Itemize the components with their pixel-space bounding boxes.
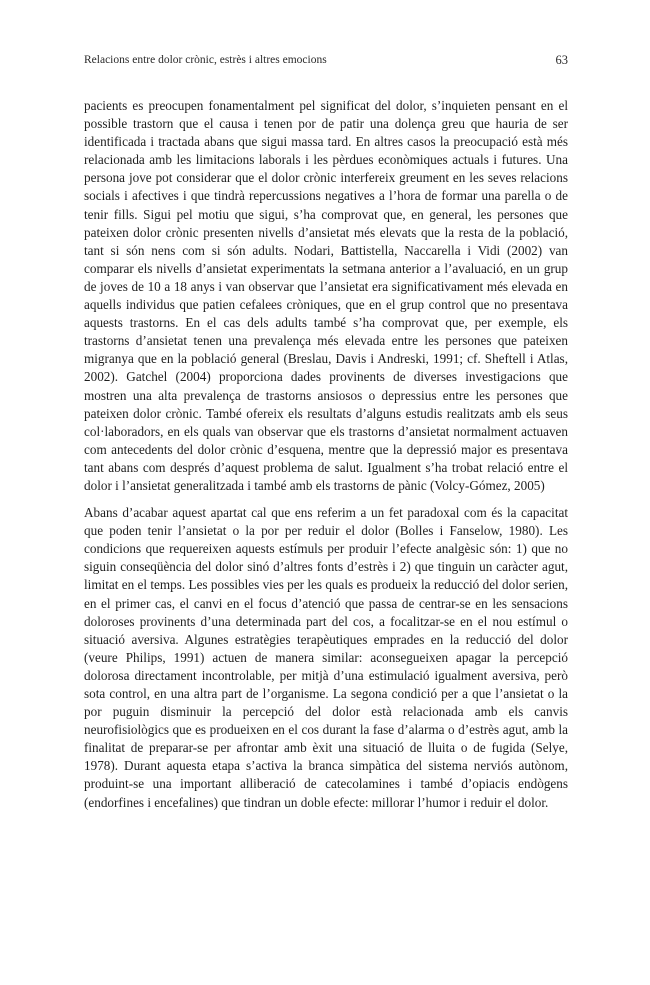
paragraph: pacients es preocupen fonamentalment pel significat del dolor, s’inquieten pensant en el possible trastorn que el causa i tenen por de patir una dolença greu que hauria de ser identificada i tractada abans que sigui massa tard. En altres casos la preocupació està més relacionada amb les limitacions laborals i les pèrdues econòmiques actuals i futures. Una persona jove pot considerar que el dolor crònic interfereix greument en les seves relacions socials i afectives i que tindrà repercussions negatives a l’hora de formar una parella o de tenir fills. Sigui pel motiu que sigui, s’ha comprovat que, en general, les persones que pateixen dolor crònic presenten nivells d’ansietat més elevats que la resta de la població, tant si són nens com si són adults. Nodari, Battistella, Naccarella i Vidi (2002) van comparar els nivells d’ansietat experimentats la setmana anterior a l’avaluació, en un grup de joves de 10 a 18 anys i van observar que l’ansietat era significativament més elevada en aquells individus que patien cefalees cròniques, que en el grup control que no presentava aquests trastorns. En el cas dels adults també s’ha comprovat que, per exemple, els trastorns d’ansietat tenen una prevalença més elevada entre les persones que pateixen migranya que en la població general (Breslau, Davis i Andreski, 1991; cf. Sheftell i Atlas, 2002). Gatchel (2004) proporciona dades provinents de diverses investigacions que mostren una alta prevalença de trastorns ansiosos o depressius entre les persones que pateixen dolor crònic. També ofereix els resultats d’alguns estudis realitzats amb els seus col·laboradors, en els quals van observar que els trastorns d’ansietat normalment actuaven com antecedents del dolor crònic d’esquena, mentre que la depressió major es presentava tant abans com després d’aquest problema de salut. Igualment s’ha trobat relació entre el dolor i l’ansietat generalitzada i també amb els trastorns de pànic (Volcy-Gómez, 2005) [84,98,568,493]
page-number: 63 [555,53,568,67]
body-text [84,97,568,812]
paragraph: Abans d’acabar aquest apartat cal que ens referim a un fet paradoxal com és la capacitat que poden tenir l’ansietat o la por per reduir el dolor (Bolles i Fanselow, 1980). Les condicions que requereixen aquests estímuls per produir l’efecte analgèsic són: 1) que no siguin conseqüència del dolor sinó d’altres fonts d’estrès i 2) que tinguin un caràcter agut, limitat en el temps. Les possibles vies per les quals es produeix la reducció del dolor serien, en el primer cas, el canvi en el focus d’atenció que passa de centrar-se en les sensacions doloroses provinents d’una determinada part del cos, a focalitzar-se en el nou estímul o situació aversiva. Algunes estratègies terapèutiques emprades en la reducció del dolor (veure Philips, 1991) actuen de manera similar: aconsegueixen apagar la percepció dolorosa directament incontrolable, per mitjà d’una estimulació igualment aversiva, però sota control, en una altra part de l’organisme. La segona condició per a que l’ansietat o la por puguin disminuir la percepció del dolor està relacionada amb els canvis neurofisiològics que es produeixen en el cos durant la fase d’alarma o d’estrès agut, amb la finalitat de preparar-se per afrontar amb èxit una situació de lluita o de fugida (Selye, 1978). Durant aquesta etapa s’activa la branca simpàtica del sistema nerviós autònom, produint-se una important alliberació de catecolamines i també d’opiacis endògens (endorfines i encefalines) que tindran un doble efecte: millorar l’humor i reduir el dolor. [84,505,568,810]
running-title: Relacions entre dolor crònic, estrès i altres emocions [84,54,327,66]
